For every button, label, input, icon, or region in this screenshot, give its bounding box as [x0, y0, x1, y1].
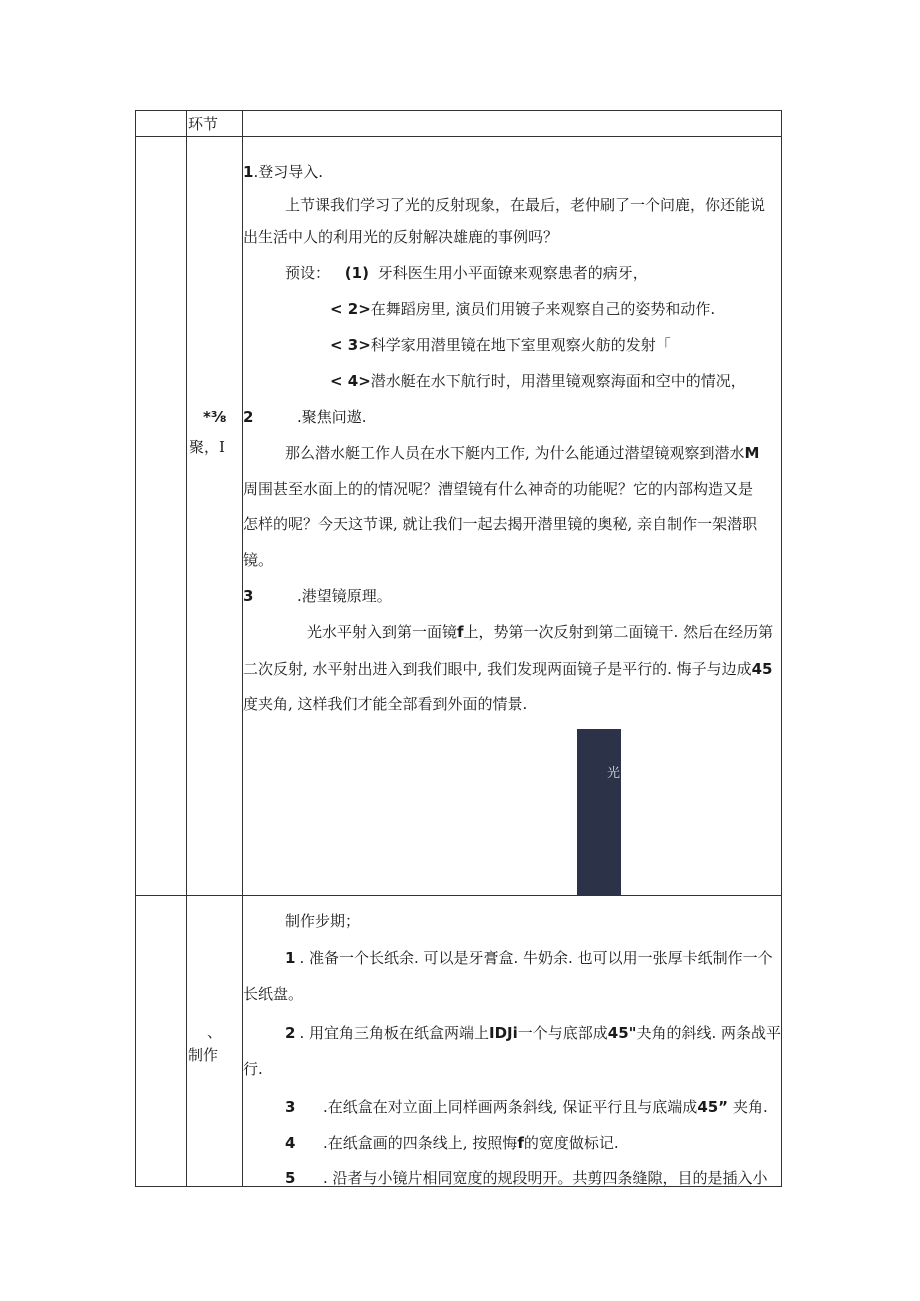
- row2-label-line2: 制作: [188, 1046, 219, 1064]
- step-2-text-c: 一个与底部成: [517, 1024, 608, 1042]
- question-line-3: 怎样的呢？今天这节课, 就让我们一起去揭开潜里镜的奥秘, 亲自制作一架潜职: [243, 515, 758, 533]
- step-4-text-c: 的宽度做标记.: [523, 1134, 619, 1152]
- preset-item-1: [285, 263, 648, 283]
- table-border-top: [135, 110, 782, 111]
- step-3-text-a: .在纸盒在对立面上同样画两条斜线, 保证平行且与底端成: [323, 1098, 698, 1116]
- question-line-1-text: 那么潜水艇工作人员在水下艇内工作, 为什么能通过潜望镜观察到潜水: [285, 444, 745, 462]
- table-border-right: [781, 110, 782, 1187]
- section-2-title: .聚焦问遨.: [297, 408, 367, 426]
- row1-label-line2: [189, 437, 225, 457]
- question-line-2: 周围甚至水面上的的情况呢？漕望镜有什么神奇的功能呢？它的内部构造又是: [243, 480, 754, 498]
- step-2-text-e: 夬角的斜线. 两条战平: [636, 1024, 782, 1042]
- step-3-text-c: 夹角.: [733, 1098, 768, 1116]
- step-1-number: 1: [285, 949, 296, 967]
- step-2-text-d: 45": [607, 1024, 637, 1042]
- step-5-line: . 沿者与小镜片相同宽度的规段明开。共剪四条缝隙，目的是插入小: [323, 1169, 768, 1187]
- step-4-line: [323, 1133, 619, 1153]
- section-1-heading: [243, 162, 323, 182]
- preset-3-text: 科学家用潜里镜在地下室里观察火舫的发射「: [370, 336, 671, 354]
- step-2-number: 2: [285, 1024, 296, 1042]
- step-3-text-b: 45”: [697, 1098, 729, 1116]
- preset-3-number: < 3>: [330, 336, 371, 354]
- preset-item-4: [330, 371, 746, 391]
- section-1-number: 1: [243, 163, 254, 181]
- principle-line-1-a: 光水平射入到第一面镜: [307, 623, 458, 641]
- step-2-line-2: 行.: [243, 1060, 263, 1078]
- preset-2-text: 在舞蹈房里, 演员们用镀子来观察自己的姿势和动作.: [370, 300, 716, 318]
- step-2-text-a: . 用宜角三角板在纸盒两端上: [299, 1024, 489, 1042]
- step-3-line: [323, 1097, 768, 1117]
- row-divider: [135, 895, 782, 896]
- preset-4-text: 潜水艇在水下航行时，用潜里镜观察海面和空中的情况，: [370, 372, 746, 390]
- step-2-line-1: [285, 1023, 781, 1043]
- step-1-line-2: 长纸盘。: [243, 985, 304, 1003]
- question-line-4: 镜。: [243, 551, 274, 569]
- step-4-text-a: .在纸盒画的四条线上, 按照悔: [323, 1134, 518, 1152]
- section-1-title: .登习导入.: [253, 163, 323, 181]
- header-cell-stage: 环节: [188, 115, 219, 133]
- preset-1-number: (1): [344, 264, 369, 282]
- preset-item-2: [330, 299, 715, 319]
- step-5-number: 5: [285, 1169, 296, 1187]
- section-3-number: 3: [243, 587, 254, 605]
- preset-2-number: < 2>: [330, 300, 371, 318]
- step-2-text-b: IDJi: [488, 1024, 518, 1042]
- section-2-number: 2: [243, 408, 254, 426]
- row1-label-line1: *⅜: [203, 408, 227, 426]
- preset-label: 预设：: [285, 264, 331, 282]
- row2-label-line1: 、: [207, 1023, 223, 1041]
- row1-label-text: 聚，I: [189, 438, 225, 456]
- principle-line-1-b: f: [457, 623, 464, 641]
- periscope-image-label: 光: [607, 766, 621, 781]
- section-3-title: .港望镜原理。: [297, 587, 392, 605]
- preset-4-number: < 4>: [330, 372, 371, 390]
- principle-line-1-c: 上，势第一次反射到第二面镜干. 然后在经历第: [463, 623, 774, 641]
- principle-line-3: 度夹角, 这样我们才能全部看到外面的情景.: [243, 695, 528, 713]
- step-3-number: 3: [285, 1098, 296, 1116]
- column-divider-1: [186, 110, 187, 1187]
- question-line-1-letter: M: [744, 444, 760, 462]
- step-4-text-b: f: [517, 1134, 524, 1152]
- question-line-1: [285, 443, 759, 463]
- principle-line-2-a: 二次反射, 水平射出进入到我们眼中, 我们发现两面镜子是平行的. 悔子与边成: [243, 660, 752, 678]
- principle-line-1: [307, 622, 773, 642]
- step-1-line-1: [285, 948, 773, 968]
- principle-line-2: [243, 659, 773, 679]
- preset-item-3: [330, 335, 671, 355]
- principle-line-2-b: 45: [751, 660, 773, 678]
- column-divider-2: [242, 110, 243, 1187]
- intro-line-1: 上节课我们学习了光的反射现象，在最后，老仲刷了一个问鹿，你还能说: [285, 196, 766, 214]
- periscope-image: [577, 729, 621, 895]
- table-border-left: [135, 110, 136, 1187]
- step-4-number: 4: [285, 1134, 296, 1152]
- header-row-divider: [135, 136, 782, 137]
- intro-line-2: 出生活中人的利用光的反射解决雄鹿的事例吗？: [243, 228, 559, 246]
- step-1-text: . 准备一个长纸余. 可以是牙膏盒. 牛奶余. 也可以用一张厚卡纸制作一个: [299, 949, 773, 967]
- steps-title: 制作步期；: [285, 912, 361, 930]
- preset-1-text: 牙科医生用小平面镣来观察患者的病牙，: [377, 264, 648, 282]
